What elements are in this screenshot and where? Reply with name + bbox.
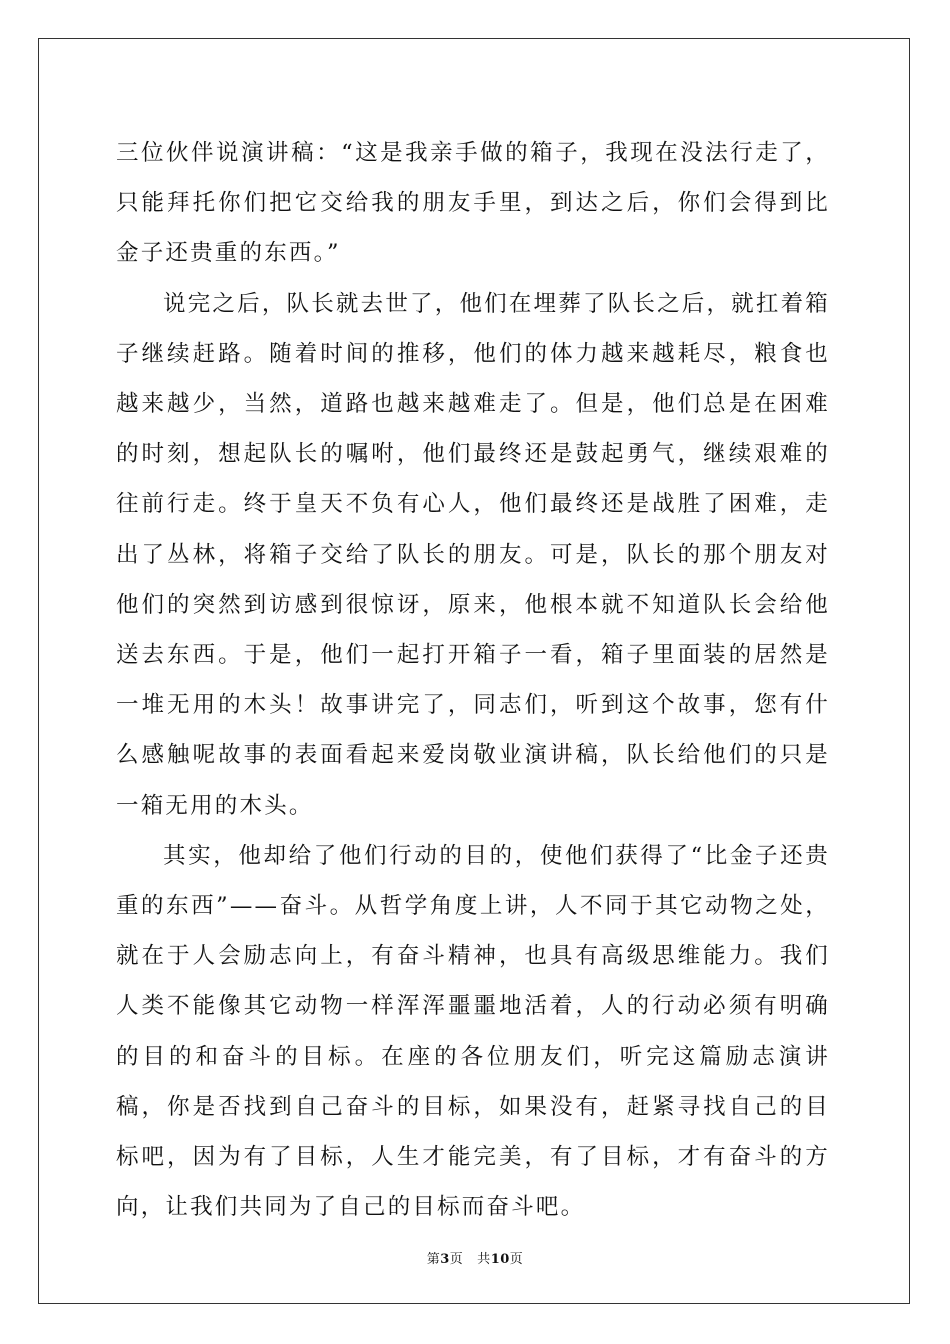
paragraph-3: 其实，他却给了他们行动的目的，使他们获得了“比金子还贵重的东西”——奋斗。从哲学角度上讲，人不同于其它动物之处，就在于人会励志向上，有奋斗精神，也具有高级思维能力。我们人类不能像其它动物一样浑浑噩噩地活着，人的行动必须有明确的目的和奋斗的目标。在座的各位朋友们，听完这篇励志演讲稿，你是否找到自己奋斗的目标，如果没有，赶紧寻找自己的目标吧，因为有了目标，人生才能完美，有了目标，才有奋斗的方向，让我们共同为了自己的目标而奋斗吧。 (116, 842, 830, 1221)
paragraph-1: 三位伙伴说演讲稿：“这是我亲手做的箱子，我现在没法行走了，只能拜托你们把它交给我的朋友手里，到达之后，你们会得到比金子还贵重的东西。” (116, 140, 830, 267)
page-prefix: 第 (426, 1252, 441, 1267)
document-body (116, 128, 830, 1232)
page-footer (0, 1248, 950, 1267)
total-suffix: 页 (509, 1252, 524, 1267)
page-number: 3 (440, 1252, 450, 1267)
total-pages: 10 (490, 1252, 510, 1267)
paragraph-2: 说完之后，队长就去世了，他们在埋葬了队长之后，就扛着箱子继续赶路。随着时间的推移，他们的体力越来越耗尽，粮食也越来越少，当然，道路也越来越难走了。但是，他们总是在困难的时刻，想起队长的嘱咐，他们最终还是鼓起勇气，继续艰难的往前行走。终于皇天不负有心人，他们最终还是战胜了困难，走出了丛林，将箱子交给了队长的朋友。可是，队长的那个朋友对他们的突然到访感到很惊讶，原来，他根本就不知道队长会给他送去东西。于是，他们一起打开箱子一看，箱子里面装的居然是一堆无用的木头！故事讲完了，同志们，听到这个故事，您有什么感触呢故事的表面看起来爱岗敬业演讲稿，队长给他们的只是一箱无用的木头。 (116, 290, 830, 819)
total-prefix: 共 (477, 1252, 491, 1267)
page-suffix: 页 (449, 1252, 464, 1267)
